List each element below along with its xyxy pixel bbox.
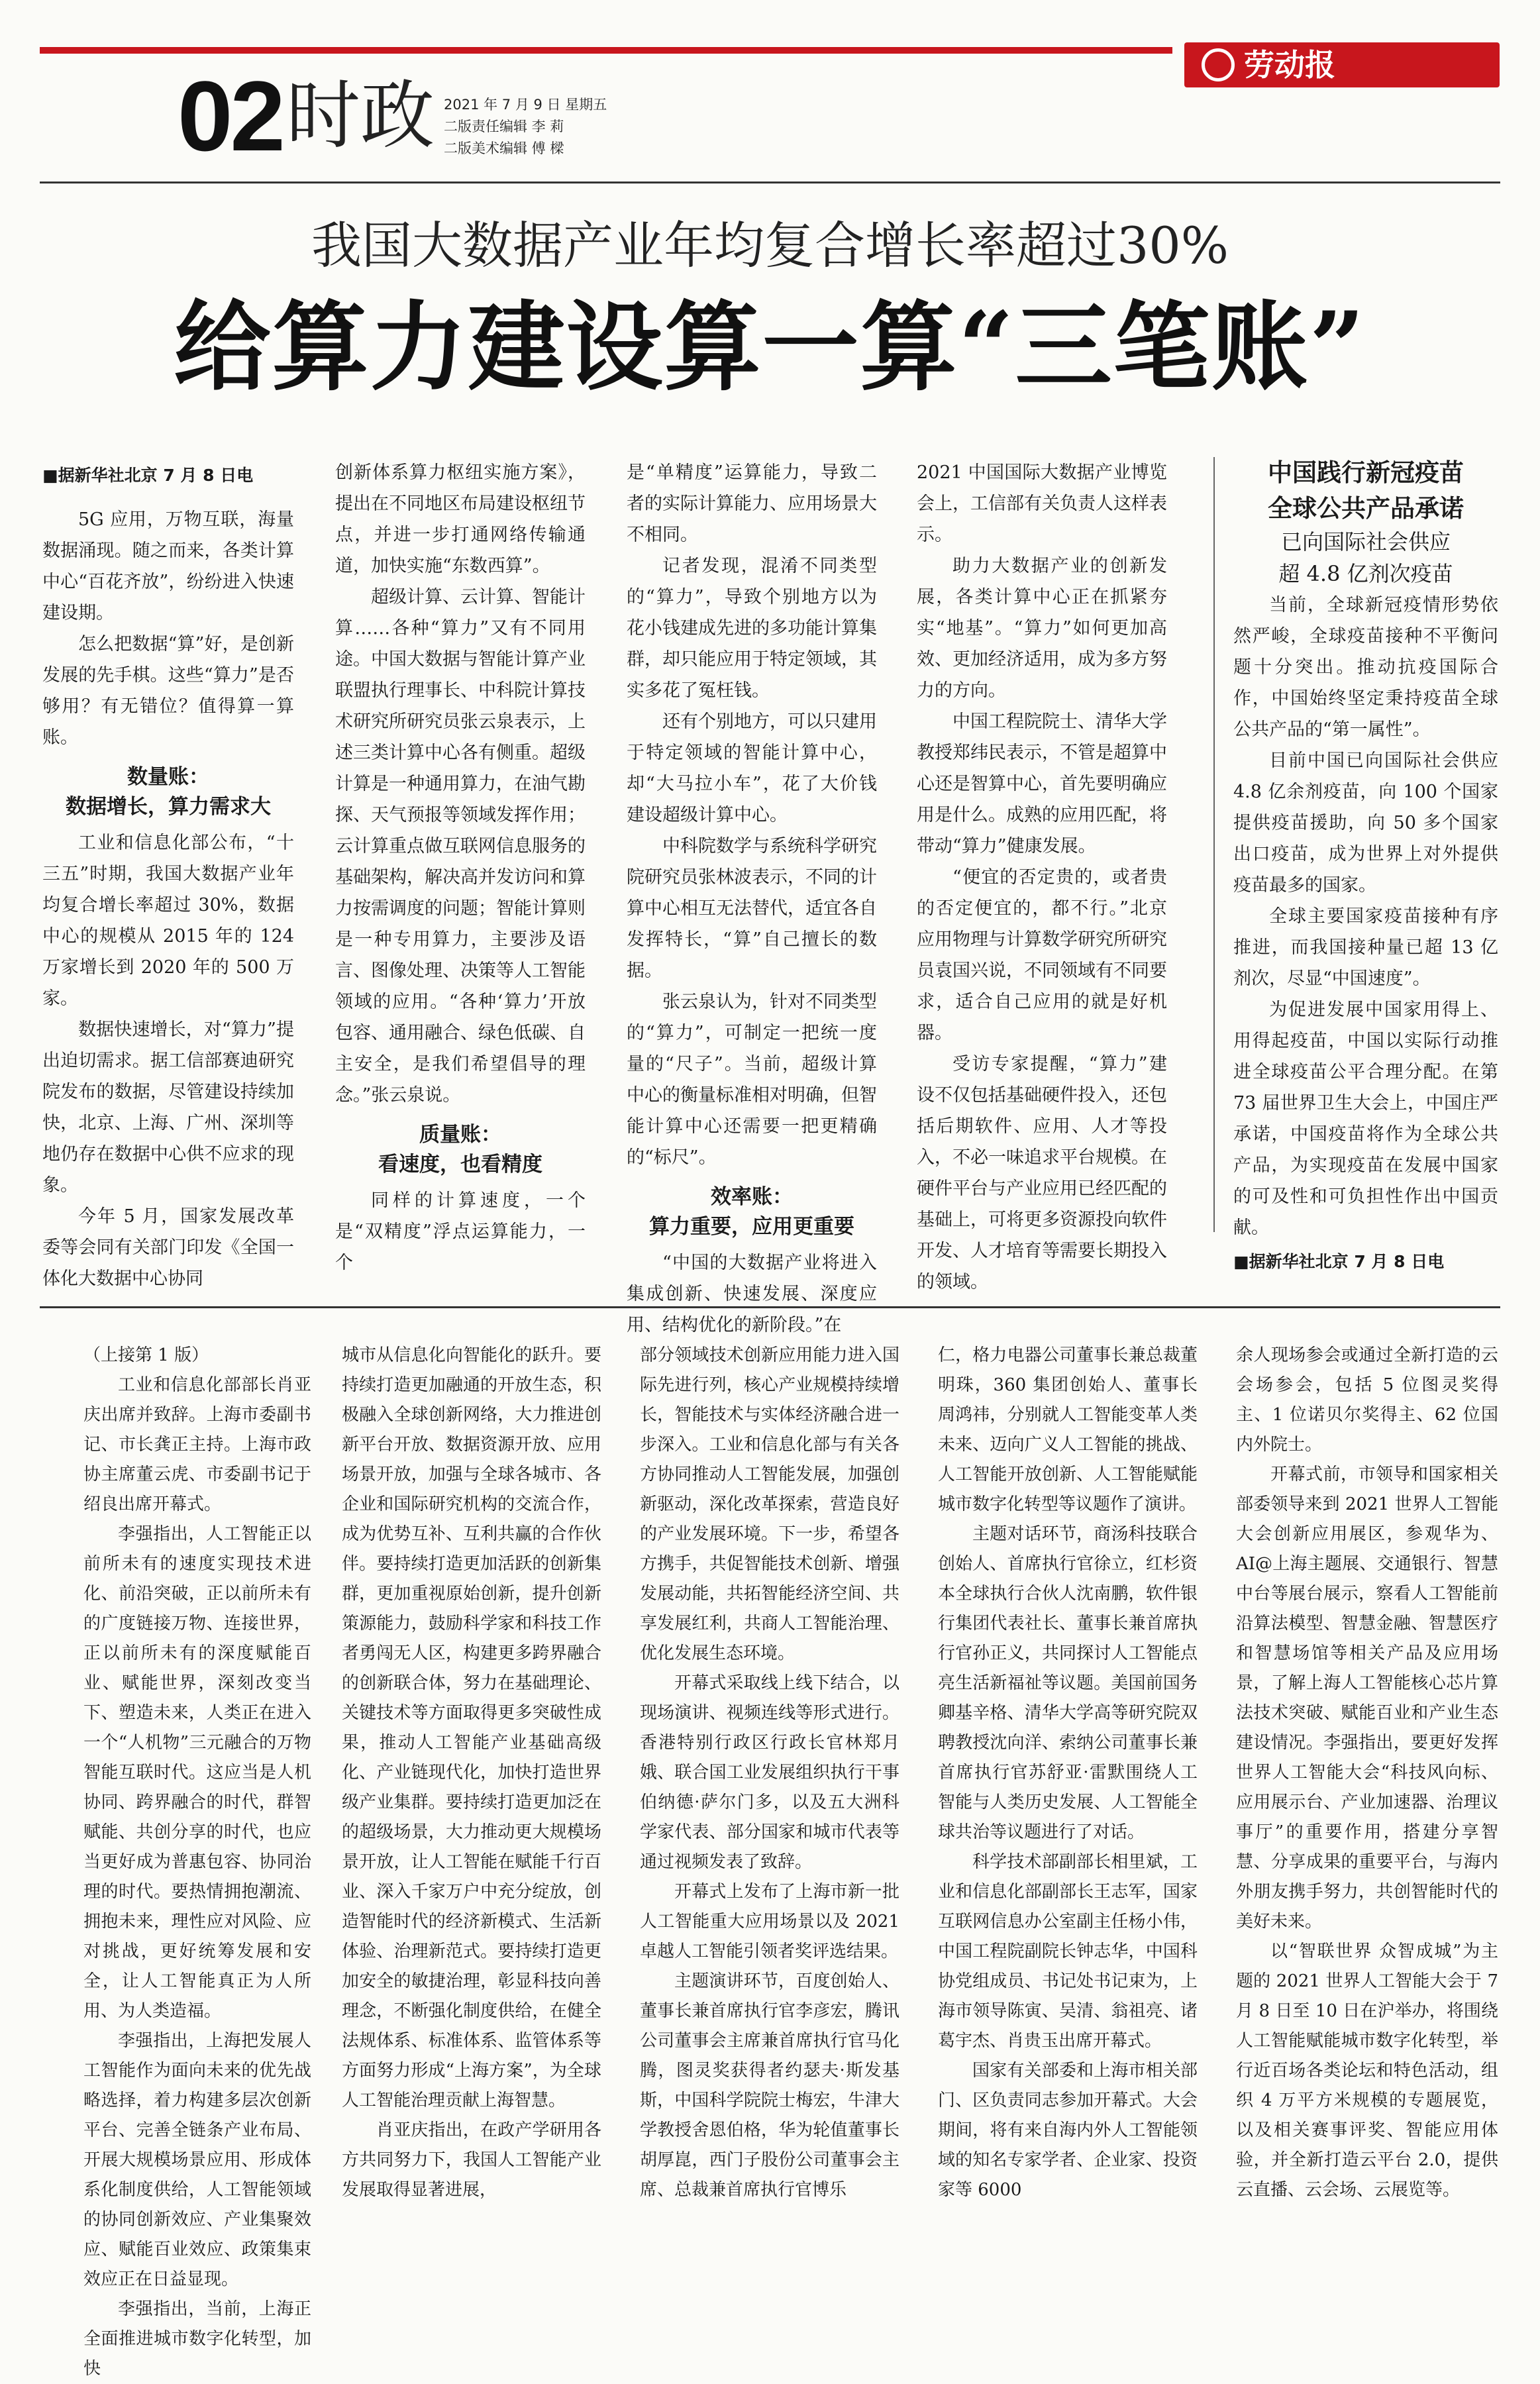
- side-story-subtitle: [1233, 526, 1498, 590]
- paragraph: 记者发现，混淆不同类型的“算力”，导致个别地方以为花小钱建成先进的多功能计算集群，却只能应用于特定领域，其实多花了冤枉钱。: [627, 556, 877, 701]
- side-dateline: ■据新华社北京 7 月 8 日电: [1233, 1252, 1445, 1271]
- paragraph: 还有个别地方，可以只建用于特定领域的智能计算中心，却“大马拉小车”，花了大价钱建设超级计算中心。: [627, 711, 877, 825]
- lower-column-1: [83, 1341, 311, 2384]
- page-number: 02: [178, 60, 283, 172]
- paragraph: 怎么把数据“算”好，是创新发展的先手棋。这些“算力”是否够用？有无错位？值得算一算账。: [42, 634, 294, 748]
- logo-mark-icon: [1202, 48, 1235, 81]
- paragraph: 助力大数据产业的创新发展，各类计算中心正在抓紧夯实“地基”。“算力”如何更加高效、更加经济适用，成为多方努力的方向。: [917, 556, 1167, 701]
- paragraph: “中国的大数据产业将进入集成创新、快速发展、深度应用、结构优化的新阶段。”在: [627, 1253, 877, 1335]
- paragraph: 李强指出，上海把发展人工智能作为面向未来的优先战略选择，着力构建多层次创新平台、完善全链条产业布局、开展大规模场景应用、形成体系化制度供给，人工智能领域的协同创新效应、产业集聚效应、赋能百业效应、政策集束效应正在日益显现。: [83, 2031, 311, 2289]
- paragraph: 工业和信息化部部长肖亚庆出席并致辞。上海市委副书记、市长龚正主持。上海市政协主席董云虎、市委副书记于绍良出席开幕式。: [83, 1375, 311, 1514]
- subtitle-line: 已向国际社会供应: [1280, 529, 1451, 554]
- paragraph: 工业和信息化部公布，“十三五”时期，我国大数据产业年均复合增长率超过 30%，数据中心的规模从 2015 年的 124 万家增长到 2020 年的 500 万家。: [42, 833, 294, 1009]
- lower-column-3: [640, 1341, 899, 2205]
- lower-column-2: [342, 1341, 601, 2205]
- paragraph: 2021 中国国际大数据产业博览会上，工信部有关负责人这样表示。: [917, 462, 1167, 545]
- editor-line: 二版责任编辑 李 莉: [444, 119, 564, 134]
- paragraph: 余人现场参会或通过全新打造的云会场参会，包括 5 位图灵奖得主、1 位诺贝尔奖得主、62 位国内外院士。: [1236, 1345, 1498, 1455]
- continued-tag: （上接第 1 版）: [83, 1345, 209, 1365]
- paragraph: “便宜的否定贵的，或者贵的否定便宜的，都不行。”北京应用物理与计算数学研究所研究员袁国兴说，不同领域有不同要求，适合自己应用的就是好机器。: [917, 867, 1167, 1043]
- paragraph: 科学技术部副部长相里斌，工业和信息化部副部长王志军，国家互联网信息办公室副主任杨小伟，中国工程院副院长钟志华，中国科协党组成员、书记处书记束为，上海市领导陈寅、吴清、翁祖亮、诸葛宇杰、肖贵玉出席开幕式。: [938, 1852, 1198, 2051]
- paragraph: 超级计算、云计算、智能计算……各种“算力”又有不同用途。中国大数据与智能计算产业联盟执行理事长、中科院计算技术研究所研究员张云泉表示，上述三类计算中心各有侧重。超级计算是一种通用算力，在油气勘探、天气预报等领域发挥作用；云计算重点做互联网信息服务的基础架构，解决高并发访问和算力按需调度的问题；智能计算则是一种专用算力，主要涉及语言、图像处理、决策等人工智能领域的应用。“各种‘算力’开放包容、通用融合、绿色低碳、自主安全，是我们希望倡导的理念。”张云泉说。: [335, 587, 586, 1106]
- masthead-bottom-rule: [40, 181, 1500, 183]
- paragraph: 受访专家提醒，“算力”建设不仅包括基础硬件投入，还包括后期软件、应用、人才等投入，不必一味追求平台规模。在硬件平台与产业应用已经匹配的基础上，可将更多资源投向软件开发、人才培育等需要长期投入的领域。: [917, 1054, 1167, 1292]
- side-story-title: [1233, 454, 1498, 526]
- paragraph: 开幕式前，市领导和国家相关部委领导来到 2021 世界人工智能大会创新应用展区，参观华为、AI@上海主题展、交通银行、智慧中台等展台展示，察看人工智能前沿算法模型、智慧金融、智慧医疗和智慧场馆等相关产品及应用场景，了解上海人工智能核心芯片算法技术突破、赋能百业和产业生态建设情况。李强指出，要更好发挥世界人工智能大会“科技风向标、应用展示台、产业加速器、治理议事厅”的重要作用，搭建分享智慧、分享成果的重要平台，与海内外朋友携手努力，共创智能时代的美好未来。: [1236, 1465, 1498, 1932]
- paragraph: 今年 5 月，国家发展改革委等会同有关部门印发《全国一体化大数据中心协同: [42, 1206, 294, 1289]
- paragraph: 开幕式采取线上线下结合，以现场演讲、视频连线等形式进行。香港特别行政区行政长官林郑月娥、联合国工业发展组织执行干事伯纳德·萨尔门多，以及五大洲科学家代表、部分国家和城市代表等通过视频发表了致辞。: [640, 1673, 899, 1872]
- paragraph: 张云泉认为，针对不同类型的“算力”，可制定一把统一度量的“尺子”。当前，超级计算中心的衡量标准相对明确，但智能计算中心还需要一把更精确的“标尺”。: [627, 992, 877, 1168]
- paragraph: 为促进发展中国家用得上、用得起疫苗，中国以实际行动推进全球疫苗公平合理分配。在第 73 届世界卫生大会上，中国庄严承诺，中国疫苗将作为全球公共产品，为实现疫苗在发展中国家的可及性和可负担性作出中国贡献。: [1233, 1000, 1498, 1238]
- paragraph: 5G 应用，万物互联，海量数据涌现。随之而来，各类计算中心“百花齐放”，纷纷进入快速建设期。: [42, 509, 294, 623]
- paragraph: 以“智联世界 众智成城”为主题的 2021 世界人工智能大会于 7 月 8 日至 10 日在沪举办，将围绕人工智能赋能城市数字化转型，举行近百场各类论坛和特色活动，组织 4 万平方米规模的专题展览，以及相关赛事评奖、智能应用体验，并全新打造云平台 2.0，提供云直播、云会场、云展览等。: [1236, 1942, 1498, 2200]
- page-meta: [444, 94, 607, 160]
- paragraph: 李强指出，当前，上海正全面推进城市数字化转型，加快: [83, 2299, 311, 2379]
- paragraph: 城市从信息化向智能化的跃升。要持续打造更加融通的开放生态，积极融入全球创新网络，大力推进创新平台开放、数据资源开放、应用场景开放，加强与全球各城市、各企业和国际研究机构的交流合作，成为优势互补、互利共赢的合作伙伴。要持续打造更加活跃的创新集群，更加重视原始创新，提升创新策源能力，鼓励科学家和科技工作者勇闯无人区，构建更多跨界融合的创新联合体，努力在基础理论、关键技术等方面取得更多突破性成果，推动人工智能产业基础高级化、产业链现代化，加快打造世界级产业集群。要持续打造更加泛在的超级场景，大力推动更大规模场景开放，让人工智能在赋能千行百业、深入千家万户中充分绽放，创造智能时代的经济新模式、生活新体验、治理新范式。要持续打造更加安全的敏捷治理，彰显科技向善理念，不断强化制度供给，在健全法规体系、标准体系、监管体系等方面努力形成“上海方案”，为全球人工智能治理贡献上海智慧。: [342, 1345, 601, 2110]
- lower-column-5: [1236, 1341, 1498, 2205]
- paragraph: 开幕式上发布了上海市新一批人工智能重大应用场景以及 2021 卓越人工智能引领者奖评选结果。: [640, 1882, 899, 1961]
- paragraph: 创新体系算力枢纽实施方案》，提出在不同地区布局建设枢纽节点，并进一步打通网络传输通道，加快实施“东数西算”。: [335, 462, 586, 576]
- paragraph: 肖亚庆指出，在政产学研用各方共同努力下，我国人工智能产业发展取得显著进展，: [342, 2120, 601, 2200]
- heading-line: 数据增长，算力需求大: [66, 795, 271, 819]
- top-red-rule-left: [40, 47, 1172, 54]
- heading-line: 数量账：: [127, 765, 209, 789]
- paragraph: 部分领域技术创新应用能力进入国际先进行列，核心产业规模持续增长，智能技术与实体经济融合进一步深入。工业和信息化部与有关各方协同推动人工智能发展，加强创新驱动，深化改革探索，营造良好的产业发展环境。下一步，希望各方携手，共促智能技术创新、增强发展动能，共拓智能经济空间、共享发展红利，共商人工智能治理、优化发展生态环境。: [640, 1345, 899, 1663]
- paragraph: 中科院数学与系统科学研究院研究员张林波表示，不同的计算中心相互无法替代，适宜各自发挥特长，“算”自己擅长的数据。: [627, 836, 877, 981]
- paragraph: 主题对话环节，商汤科技联合创始人、首席执行官徐立，红杉资本全球执行合伙人沈南鹏，软件银行集团代表社长、董事长兼首席执行官孙正义，共同探讨人工智能点亮生活新福祉等议题。美国前国务卿基辛格、清华大学高等研究院双聘教授沈向洋、索纳公司董事长兼首席执行官苏舒亚·雷默围绕人工智能与人类历史发展、人工智能全球共治等议题进行了对话。: [938, 1524, 1198, 1842]
- main-column-3: [627, 457, 877, 1341]
- newspaper-name: 劳动报: [1244, 47, 1335, 83]
- paragraph: 李强指出，人工智能正以前所未有的速度实现技术进化、前沿突破，正以前所未有的广度链接万物、连接世界，正以前所未有的深度赋能百业、赋能世界，深刻改变当下、塑造未来，人类正在进入一个“人机物”三元融合的万物智能互联时代。这应当是人机协同、跨界融合的时代，群智赋能、共创分享的时代，也应当更好成为普惠包容、协同治理的时代。要热情拥抱潮流、拥抱未来，理性应对风险、应对挑战，更好统筹发展和安全，让人工智能真正为人所用、为人类造福。: [83, 1524, 311, 2021]
- subtitle-line: 超 4.8 亿剂次疫苗: [1278, 561, 1453, 586]
- newspaper-logo: [1184, 42, 1500, 87]
- paragraph: 主题演讲环节，百度创始人、董事长兼首席执行官李彦宏，腾讯公司董事会主席兼首席执行官马化腾，图灵奖获得者约瑟夫·斯发基斯，中国科学院院士梅宏，牛津大学教授舍恩伯格，华为轮值董事长胡厚崑，西门子股份公司董事会主席、总裁兼首席执行官博乐: [640, 1971, 899, 2200]
- title-line: 中国践行新冠疫苗: [1268, 458, 1464, 487]
- paragraph: 是“单精度”运算能力，导致二者的实际计算能力、应用场景大不相同。: [627, 462, 877, 545]
- dateline: ■据新华社北京 7 月 8 日电: [42, 466, 254, 485]
- paragraph: 同样的计算速度，一个是“双精度”浮点运算能力，一个: [335, 1190, 586, 1273]
- heading-line: 看速度，也看精度: [378, 1153, 542, 1176]
- paragraph: 仁，格力电器公司董事长兼总裁董明珠，360 集团创始人、董事长周鸿祎，分别就人工智能变革人类未来、迈向广义人工智能的挑战、人工智能开放创新、人工智能赋能城市数字化转型等议题作了演讲。: [938, 1345, 1198, 1514]
- art-editor-line: 二版美术编辑 傅 樑: [444, 140, 564, 156]
- mid-page-rule: [40, 1306, 1500, 1308]
- paragraph: 中国工程院院士、清华大学教授郑纬民表示，不管是超算中心还是智算中心，首先要明确应用是什么。成熟的应用匹配，将带动“算力”健康发展。: [917, 711, 1167, 856]
- subheadline: 我国大数据产业年均复合增长率超过30%: [311, 216, 1229, 275]
- side-story-divider: [1213, 457, 1215, 1232]
- paragraph: 数据快速增长，对“算力”提出迫切需求。据工信部赛迪研究院发布的数据，尽管建设持续加快，北京、上海、广州、深圳等地仍存在数据中心供不应求的现象。: [42, 1019, 294, 1196]
- title-line: 全球公共产品承诺: [1268, 493, 1464, 523]
- paragraph: 国家有关部委和上海市相关部门、区负责同志参加开幕式。大会期间，将有来自海内外人工智能领域的知名专家学者、企业家、投资家等 6000: [938, 2061, 1198, 2200]
- main-column-1: [42, 460, 294, 1294]
- heading-line: 质量账：: [419, 1123, 501, 1147]
- main-column-2: [335, 457, 586, 1278]
- main-column-4: [917, 457, 1167, 1298]
- side-story: [1233, 454, 1498, 1277]
- section-heading-quantity: [42, 762, 294, 822]
- heading-line: 算力重要，应用更重要: [649, 1215, 854, 1239]
- section-heading-efficiency: [627, 1182, 877, 1242]
- paragraph: 目前中国已向国际社会供应 4.8 亿余剂疫苗，向 100 个国家提供疫苗援助，向 50 多个国家出口疫苗，成为世界上对外提供疫苗最多的国家。: [1233, 751, 1498, 896]
- section-name: 时政: [286, 73, 435, 159]
- section-heading-quality: [335, 1120, 586, 1180]
- date-line: 2021 年 7 月 9 日 星期五: [444, 97, 607, 113]
- paragraph: 当前，全球新冠疫情形势依然严峻，全球疫苗接种不平衡问题十分突出。推动抗疫国际合作，中国始终坚定秉持疫苗全球公共产品的“第一属性”。: [1233, 595, 1498, 740]
- paragraph: 全球主要国家疫苗接种有序推进，而我国接种量已超 13 亿剂次，尽显“中国速度”。: [1233, 906, 1498, 989]
- headline: 给算力建设算一算“三笔账”: [174, 291, 1366, 404]
- heading-line: 效率账：: [711, 1185, 793, 1209]
- lower-column-4: [938, 1341, 1198, 2205]
